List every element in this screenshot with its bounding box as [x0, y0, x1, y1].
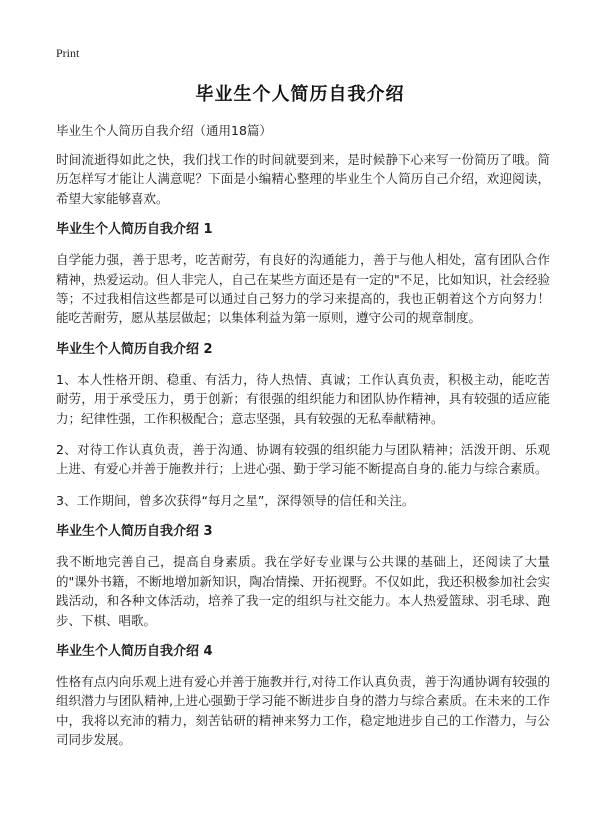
article-body: [56, 121, 550, 762]
intro-paragraph: 时间流逝得如此之快，我们找工作的时间就要到来，是时候静下心来写一份简历了哦。简历怎样写才能让人满意呢？下面是小编精心整理的毕业生个人简历自己介绍，欢迎阅读，希望大家能够喜欢。: [56, 152, 550, 206]
section-2-paragraph-3: 3、工作期间，曾多次获得“每月之星”，深得领导的信任和关注。: [56, 492, 415, 508]
section-3-paragraph-1: 我不断地完善自己，提高自身素质。我在学好专业课与公共课的基础上，还阅读了大量的"课外书籍，不断地增加新知识，陶冶情操、开拓视野。不仅如此，我还积极参加社会实践活动，和各种文体活动，培养了我一定的组织与社交能力。本人热爱篮球、羽毛球、跑步、下棋、唱歌。: [56, 554, 550, 628]
section-heading-4: 毕业生个人简历自我介绍 4: [56, 643, 213, 659]
section-heading-2: 毕业生个人简历自我介绍 2: [56, 341, 213, 357]
section-2-paragraph-2: 2、对待工作认真负责，善于沟通、协调有较强的组织能力与团队精神；活泼开朗、乐观上进、有爱心并善于施教并行；上进心强、勤于学习能不断提高自身的.能力与综合素质。: [56, 442, 550, 477]
page-title: 毕业生个人简历自我介绍: [195, 84, 405, 105]
section-heading-1: 毕业生个人简历自我介绍 1: [56, 222, 213, 238]
print-link[interactable]: Print: [56, 46, 80, 60]
section-1-paragraph-1: 自学能力强，善于思考，吃苦耐劳，有良好的沟通能力，善于与他人相处，富有团队合作精神，热爱运动。但人非完人，自己在某些方面还是有一定的"不足，比如知识，社会经验等；不过我相信这些都是可以通过自己努力的学习来提高的，我也正朝着这个方向努力！能吃苦耐劳，愿从基层做起；以集体利益为第一原则，遵守公司的规章制度。: [56, 252, 550, 326]
section-4-paragraph-1: 性格有点内向乐观上进有爱心并善于施教并行,对待工作认真负责，善于沟通协调有较强的组织潜力与团队精神,上进心强勤于学习能不断进步自身的潜力与综合素质。在未来的工作中，我将以充沛的精力，刻苦钻研的精神来努力工作，稳定地进步自己的工作潜力，与公司同步发展。: [56, 673, 550, 748]
section-2-paragraph-1: 1、本人性格开朗、稳重、有活力，待人热情、真诚；工作认真负责，积极主动，能吃苦耐劳，用于承受压力，勇于创新；有很强的组织能力和团队协作精神，具有较强的适应能力；纪律性强，工作积极配合；意志坚强，具有较强的无私奉献精神。: [56, 371, 550, 426]
section-heading-3: 毕业生个人简历自我介绍 3: [56, 524, 213, 540]
article-subtitle: 毕业生个人简历自我介绍（通用18篇）: [56, 123, 272, 138]
